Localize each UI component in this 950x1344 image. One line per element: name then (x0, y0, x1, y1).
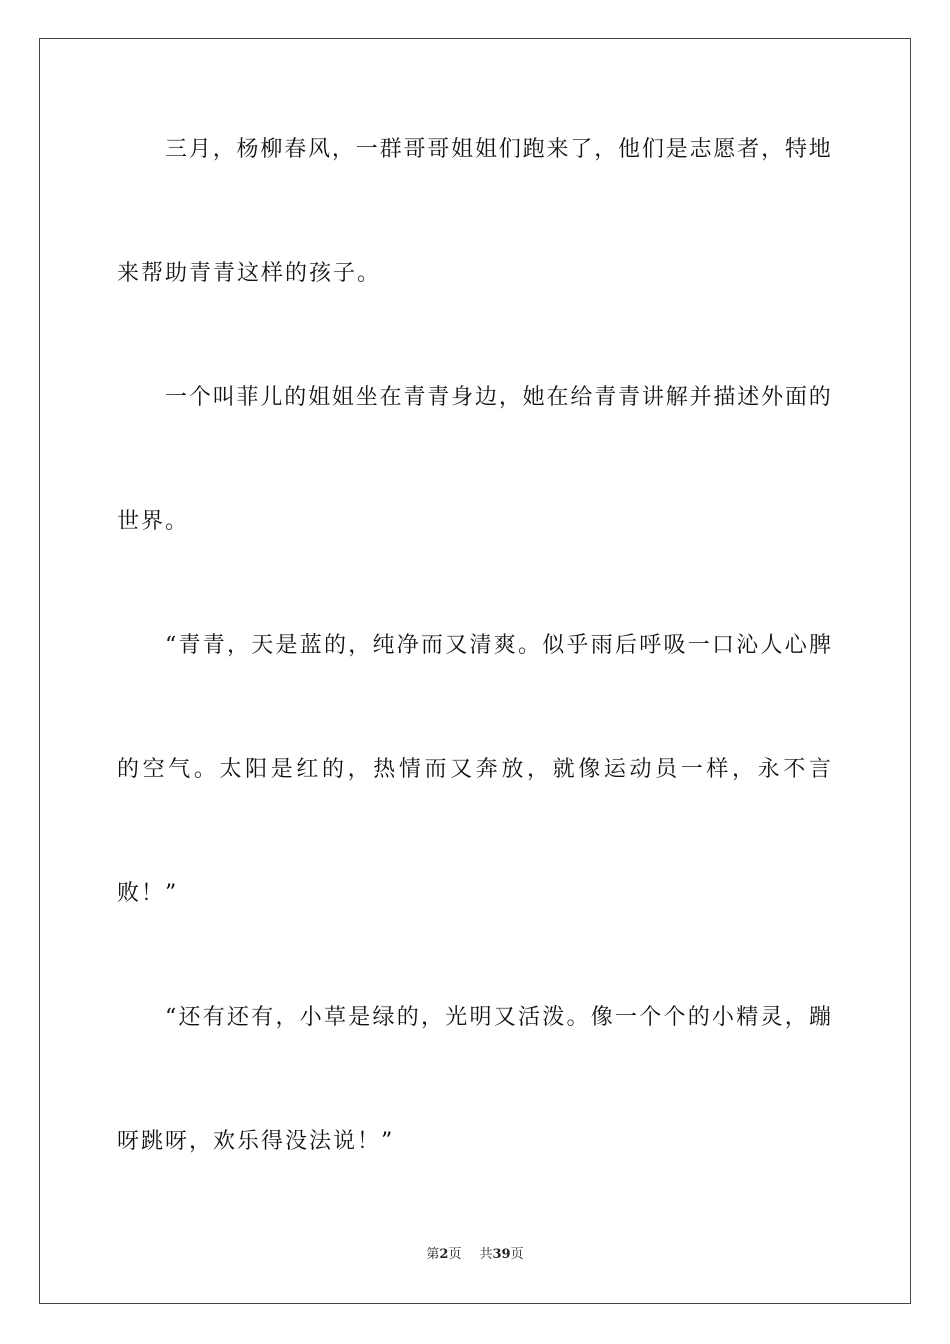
footer-page-suffix: 页 (448, 1247, 462, 1262)
paragraph-1-line-1: 三 月 ， 杨 柳 春 风 ， 一 群 哥 哥 姐 姐 们 跑 来 了 ， 他 们 是 志 愿 者 ， 特 地 (165, 137, 831, 162)
page-frame (39, 38, 911, 1304)
paragraph-2-line-1: 一 个 叫 菲 儿 的 姐 姐 坐 在 青 青 身 边 ， 她 在 给 青 青 讲 解 并 描 述 外 面 的 (165, 385, 831, 410)
paragraph-4-line-1: “ 还 有 还 有 ， 小 草 是 绿 的 ， 光 明 又 活 泼 。 像 一 个 个 的 小 精 灵 ， 蹦 (165, 1005, 831, 1030)
paragraph-2-line-2: 世界。 (117, 509, 190, 534)
footer-total-number: 39 (492, 1247, 511, 1262)
footer-total-prefix: 共 (479, 1247, 493, 1262)
footer-page-number: 2 (439, 1247, 449, 1262)
footer-total-suffix: 页 (510, 1247, 524, 1262)
paragraph-4-line-2: 呀跳呀，欢乐得没法说！” (117, 1129, 395, 1154)
paragraph-3-line-2: 的 空 气 。 太 阳 是 红 的 ， 热 情 而 又 奔 放 ， 就 像 运 动 员 一 样 ， 永 不 言 (117, 757, 831, 782)
footer-page-prefix: 第 (426, 1247, 440, 1262)
paragraph-3-line-3: 败！” (117, 881, 179, 906)
page-footer (0, 1246, 950, 1264)
paragraph-3-line-1: “ 青 青 ， 天 是 蓝 的 ， 纯 净 而 又 清 爽 。 似 乎 雨 后 呼 吸 一 口 沁 人 心 脾 (165, 633, 831, 658)
paragraph-1-line-2: 来帮助青青这样的孩子。 (117, 261, 382, 286)
